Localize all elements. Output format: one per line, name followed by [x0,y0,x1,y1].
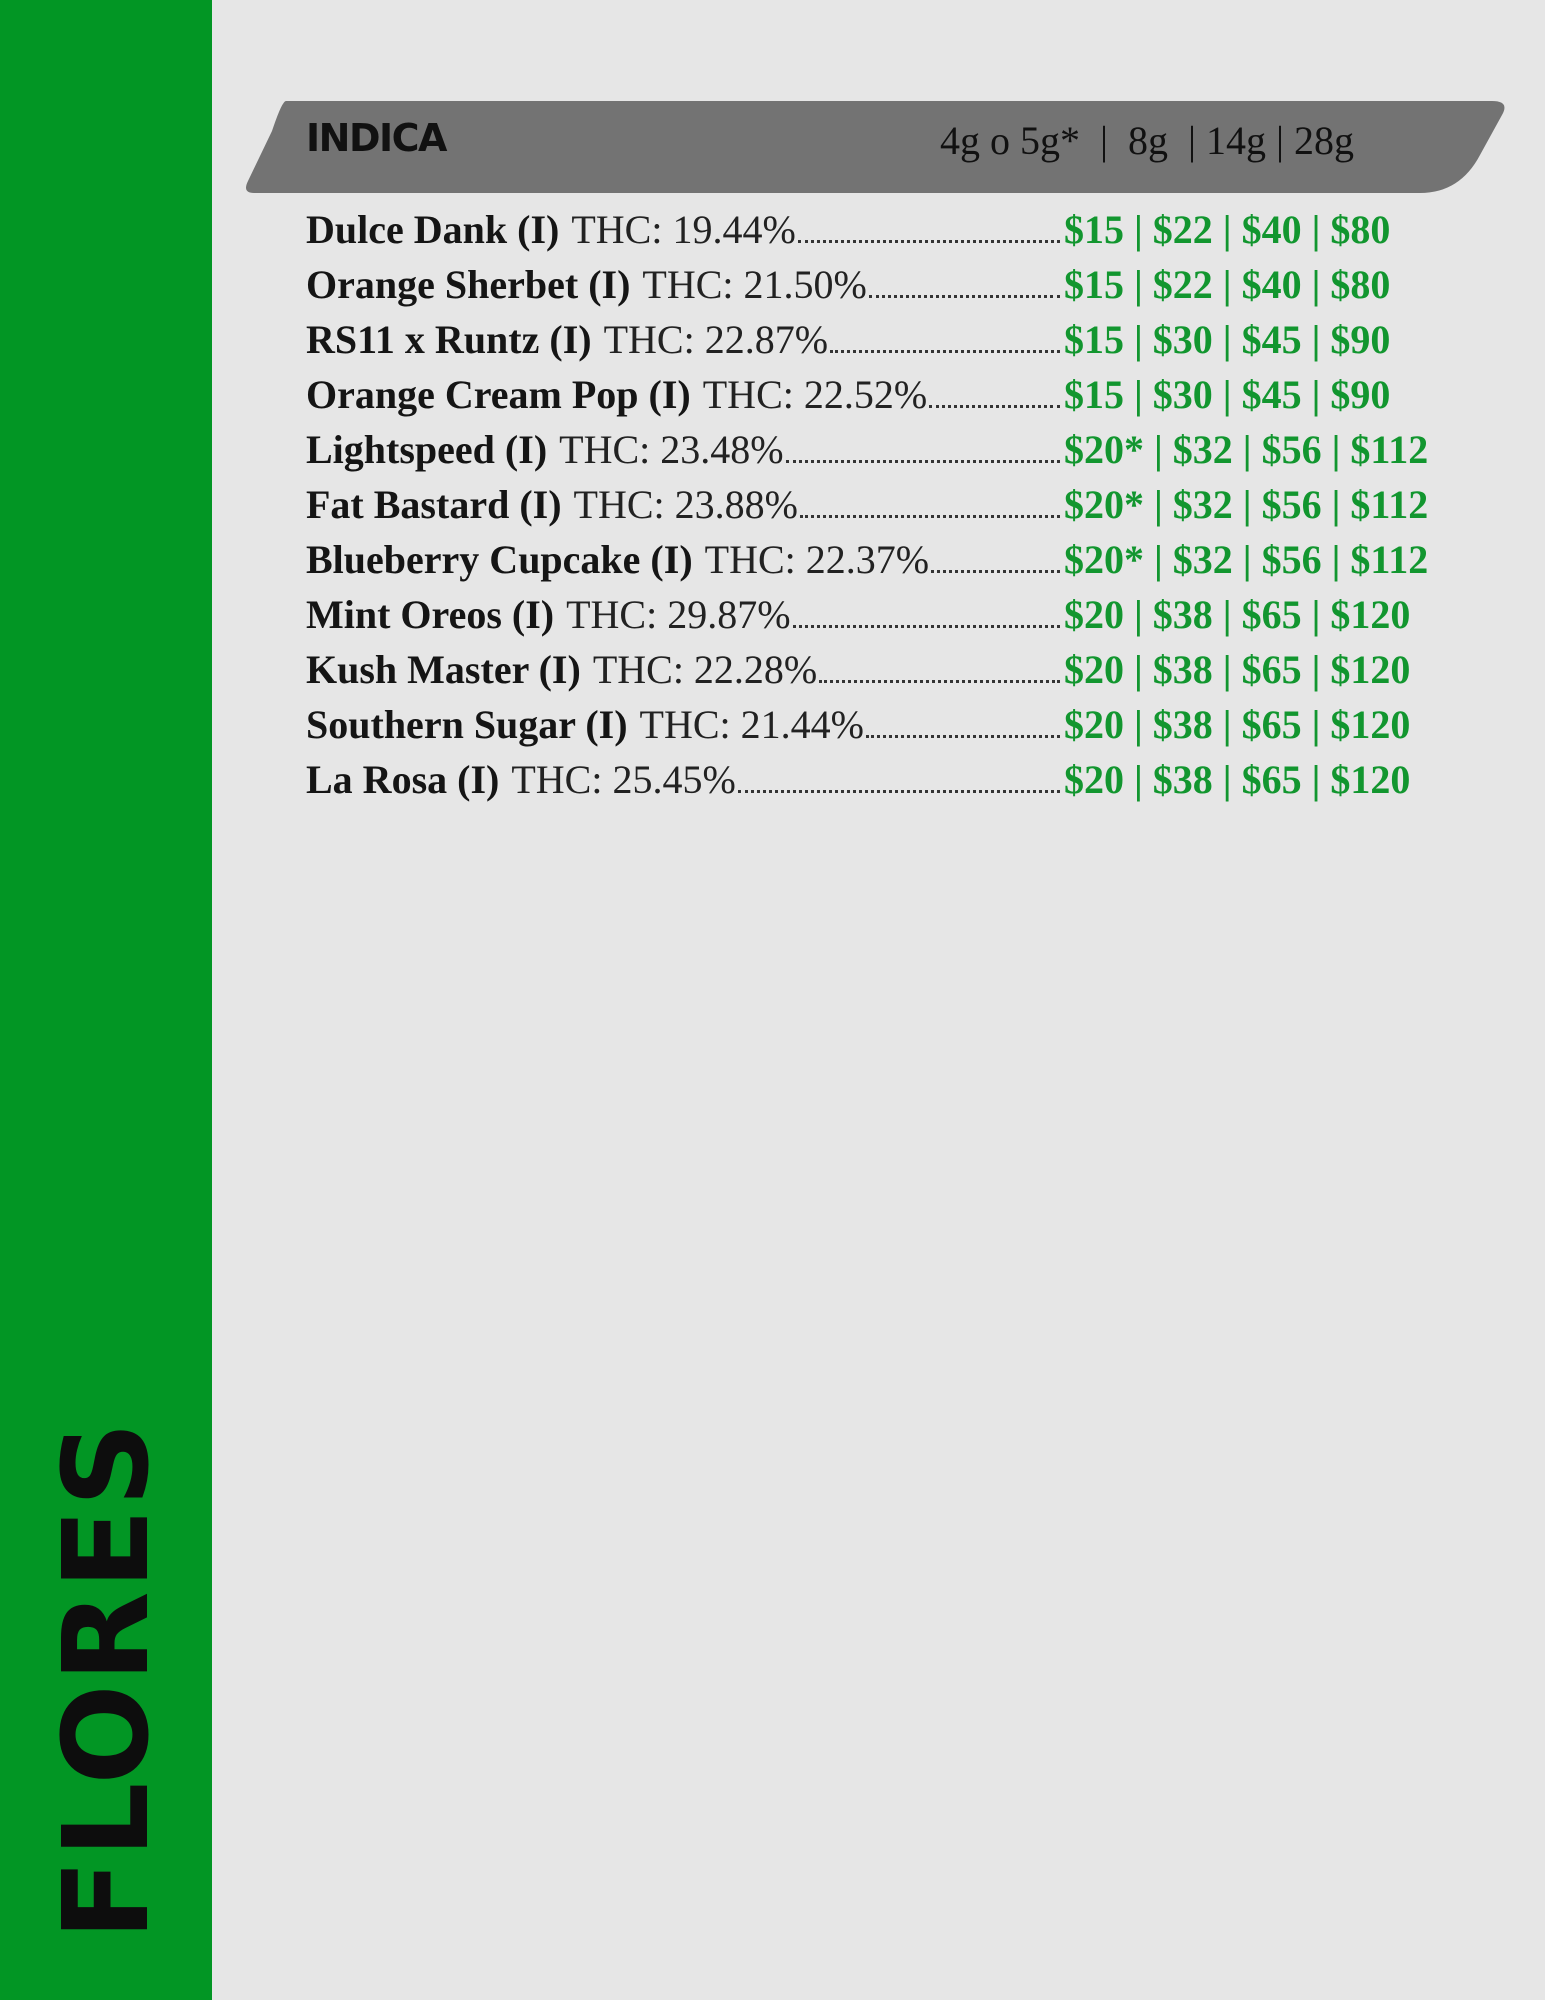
thc-value: THC: 21.44% [639,702,864,747]
strain-name: Orange Cream Pop (I) [306,372,691,417]
category-label: INDICA [306,116,446,160]
dot-leader [866,735,1060,738]
price-values: $20 | $38 | $65 | $120 [1064,647,1411,692]
strain-name: Blueberry Cupcake (I) [306,537,693,582]
thc-value: THC: 23.88% [573,482,798,527]
list-item [306,202,1466,257]
thc-value: THC: 23.48% [559,427,784,472]
strain-name: Mint Oreos (I) [306,592,555,637]
price-values: $20* | $32 | $56 | $112 [1064,427,1429,472]
dot-leader [931,570,1060,573]
strain-name: Orange Sherbet (I) [306,262,631,307]
thc-value: THC: 21.50% [642,262,867,307]
strain-name: Fat Bastard (I) [306,482,562,527]
strain-name: Lightspeed (I) [306,427,548,472]
price-values: $15 | $22 | $40 | $80 [1064,262,1391,307]
dot-leader [738,790,1060,793]
size-columns-header: 4g o 5g* | 8g | 14g | 28g [940,118,1355,163]
price-values: $20 | $38 | $65 | $120 [1064,757,1411,802]
category-header [244,101,1508,193]
list-item [306,257,1466,312]
section-title: FLORES [37,1419,175,1941]
list-item [306,477,1466,532]
dot-leader [786,460,1060,463]
price-values: $20 | $38 | $65 | $120 [1064,592,1411,637]
list-item [306,532,1466,587]
thc-value: THC: 22.87% [603,317,829,362]
dot-leader [869,295,1060,298]
thc-value: THC: 29.87% [566,592,791,637]
dot-leader [798,240,1060,243]
price-values: $15 | $22 | $40 | $80 [1064,207,1391,252]
price-values: $15 | $30 | $45 | $90 [1064,317,1391,362]
dot-leader [929,405,1060,408]
dot-leader [800,515,1060,518]
strain-name: Dulce Dank (I) [306,207,560,252]
strain-name: RS11 x Runtz (I) [306,317,592,362]
strain-name: La Rosa (I) [306,757,500,802]
dot-leader [793,625,1060,628]
list-item [306,312,1466,367]
list-item [306,367,1466,422]
list-item [306,587,1466,642]
strain-name: Southern Sugar (I) [306,702,628,747]
thc-value: THC: 22.37% [704,537,930,582]
strain-name: Kush Master (I) [306,647,581,692]
thc-value: THC: 25.45% [511,757,736,802]
price-list [306,202,1466,807]
list-item [306,752,1466,807]
thc-value: THC: 22.52% [702,372,928,417]
price-values: $20* | $32 | $56 | $112 [1064,482,1429,527]
list-item [306,422,1466,477]
dot-leader [819,680,1060,683]
dot-leader [830,350,1060,353]
list-item [306,642,1466,697]
price-values: $15 | $30 | $45 | $90 [1064,372,1391,417]
price-values: $20* | $32 | $56 | $112 [1064,537,1429,582]
thc-value: THC: 19.44% [571,207,796,252]
list-item [306,697,1466,752]
price-values: $20 | $38 | $65 | $120 [1064,702,1411,747]
thc-value: THC: 22.28% [592,647,818,692]
